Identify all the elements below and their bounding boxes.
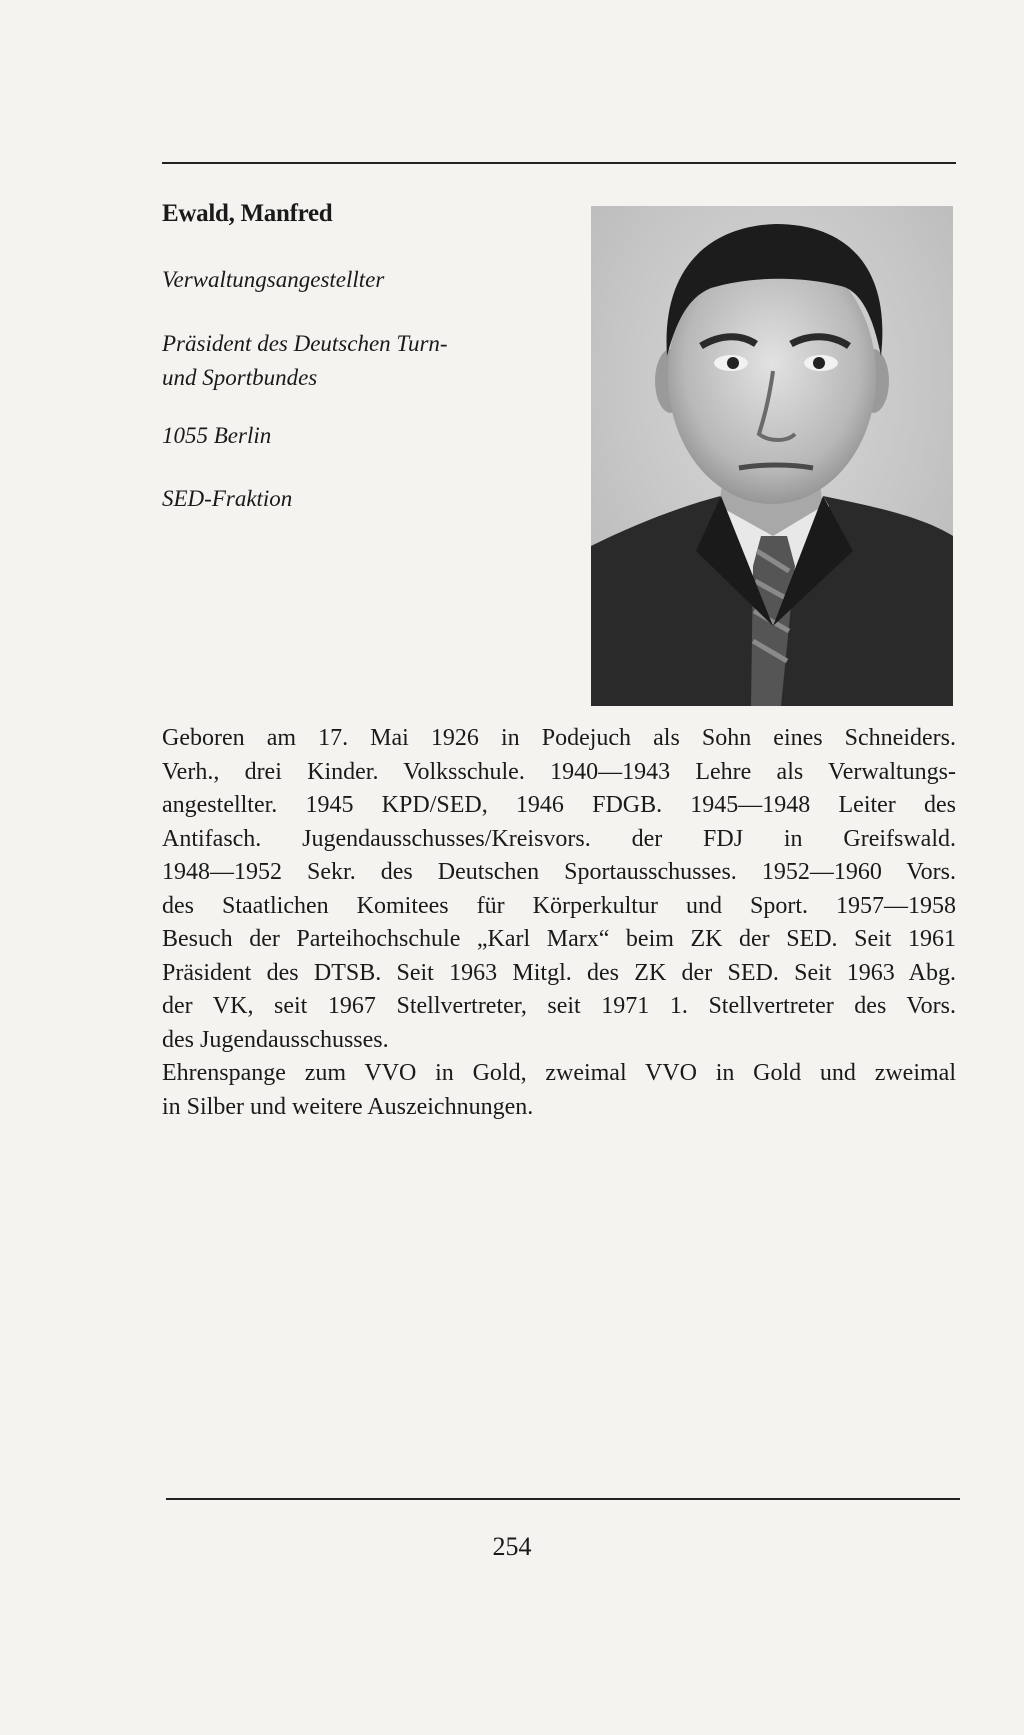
bio-line: Besuch der Parteihochschule „Karl Marx“ beim ZK der SED. Seit 1961 <box>162 926 956 952</box>
city: 1055 Berlin <box>162 423 272 448</box>
top-rule <box>162 162 956 164</box>
awards-line: Ehrenspange zum VVO in Gold, zweimal VVO in Gold und zweimal <box>162 1060 956 1086</box>
bio-line: der VK, seit 1967 Stellvertreter, seit 1971 1. Stellvertreter des Vors. <box>162 993 956 1019</box>
bio-line: Verh., drei Kinder. Volksschule. 1940—1943 Lehre als Verwaltungs- <box>162 758 956 785</box>
biography <box>162 722 956 1124</box>
bio-line: Präsident des DTSB. Seit 1963 Mitgl. des ZK der SED. Seit 1963 Abg. <box>162 959 956 986</box>
function-line-2: und Sportbundes <box>162 365 318 390</box>
person-name: Ewald, Manfred <box>162 200 333 227</box>
awards-line: in Silber und weitere Auszeichnungen. <box>162 1093 534 1120</box>
portrait-photo <box>591 206 953 706</box>
faction: SED-Fraktion <box>162 486 293 511</box>
bottom-rule <box>166 1498 960 1500</box>
bio-line: Geboren am 17. Mai 1926 in Podejuch als Sohn eines Schneiders. <box>162 725 956 751</box>
bio-line: des Jugendausschusses. <box>162 1026 389 1053</box>
occupation: Verwaltungsangestellter <box>162 267 385 292</box>
function-line-1: Präsident des Deutschen Turn- <box>162 331 448 356</box>
bio-line: angestellter. 1945 KPD/SED, 1946 FDGB. 1945—1948 Leiter des <box>162 792 956 818</box>
bio-line: 1948—1952 Sekr. des Deutschen Sportausschusses. 1952—1960 Vors. <box>162 859 956 885</box>
bio-line: des Staatlichen Komitees für Körperkultur und Sport. 1957—1958 <box>162 892 956 919</box>
page-number: 254 <box>492 1532 532 1561</box>
function <box>162 327 522 395</box>
bio-line: Antifasch. Jugendausschusses/Kreisvors. der FDJ in Greifswald. <box>162 825 956 852</box>
